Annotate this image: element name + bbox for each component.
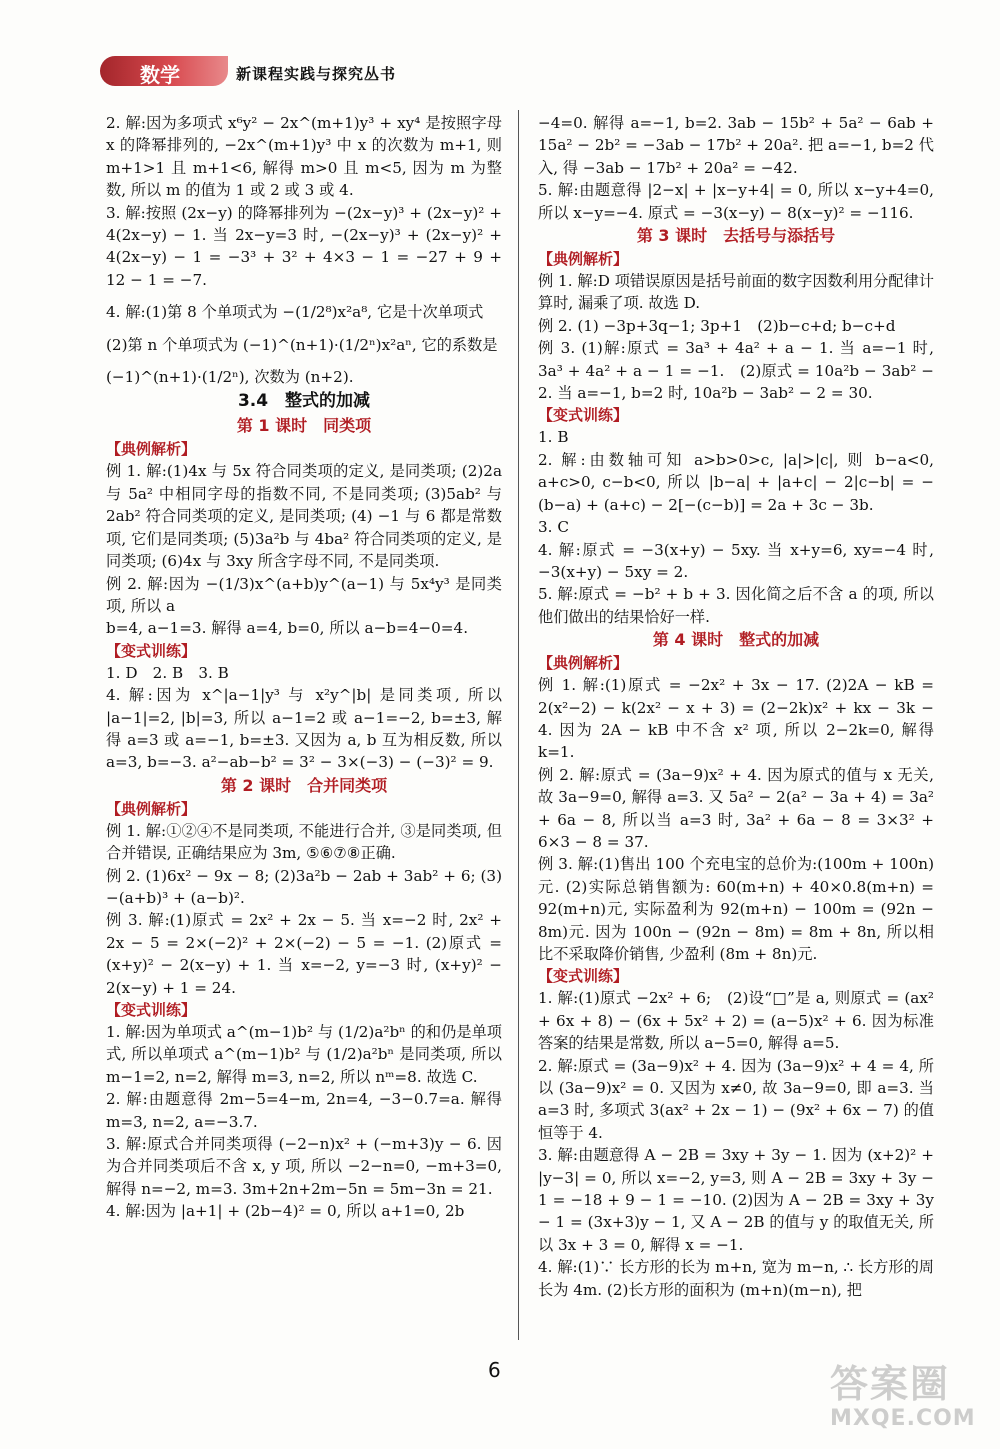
- lesson-title: 第 1 课时 同类项: [236, 416, 372, 436]
- lesson-title: 第 4 课时 整式的加减: [652, 630, 820, 650]
- answer-paragraph: −4=0. 解得 a=−1, b=2. 3ab − 15b² + 5a² − 6ab + 15a² − 2b² = −3ab − 17b² + 20a². 把 a=−1, b=2 代入, 得 −3ab − 17b² + 20a² = −42.: [538, 114, 934, 177]
- answer-paragraph: 例 1. 解:①②④不是同类项, 不能进行合并, ③是同类项, 但合并错误, 正确结果应为 3m, ⑤⑥⑦⑧正确.: [106, 821, 502, 863]
- answer-paragraph: 2. 解:原式 = (3a−9)x² + 4. 因为 (3a−9)x² + 4 = 4, 所以 (3a−9)x² = 0. 又因为 x≠0, 故 3a−9=0, 即 a=3. 当 a=3 时, 多项式 3(ax² + 2x − 1) − (9x² + 6x − 7) 的值恒等于 4.: [538, 1056, 934, 1142]
- column-divider: [518, 110, 519, 1340]
- answer-paragraph: 例 2. 解:原式 = (3a−9)x² + 4. 因为原式的值与 x 无关, 故 3a−9=0, 解得 a=3. 又 5a² − 2(a² − 3a + 4) = 3a² + 6a − 8, 所以当 a=3 时, 3a² + 6a − 8 = 3×3² + 6×3 − 8 = 37.: [538, 765, 934, 851]
- answer-paragraph: 4. 解:(1)第 8 个单项式为 −(1/2⁸)x²a⁸, 它是十次单项式: [106, 303, 484, 322]
- answer-paragraph: 1. D 2. B 3. B: [106, 663, 229, 682]
- answer-paragraph: 3. C: [538, 518, 569, 537]
- answer-paragraph: 5. 解:由题意得 |2−x| + |x−y+4| = 0, 所以 x−y+4=0, 所以 x−y=−4. 原式 = −3(x−y) − 8(x−y)² = −116.: [538, 181, 934, 222]
- answer-paragraph: 2. 解:因为多项式 x⁶y² − 2x^(m+1)y³ + xy⁴ 是按照字母 x 的降幂排列的, −2x^(m+1)y³ 中 x 的次数为 m+1, 则 m+1>1 且 m+1<6, 解得 m>0 且 m<5, 因为 m 为整数, 所以 m 的值为 1 或 2 或 3 或 4.: [106, 114, 502, 200]
- practice-tag: 【变式训练】: [106, 1001, 197, 1019]
- subject-label: 数学: [140, 63, 180, 87]
- answer-paragraph: (−1)^(n+1)·(1/2ⁿ), 次数为 (n+2).: [106, 368, 354, 387]
- answer-paragraph: 例 1. 解:(1)4x 与 5x 符合同类项的定义, 是同类项; (2)2a 与 5a² 中相同字母的指数不同, 不是同类项; (3)5ab² 与 2ab² 符合同类项的定义, 是同类项; (4) −1 与 6 都是常数项, 它们是同类项; (5)3a²b 与 4ba² 符合同类项的定义, 是同类项; (6)4x 与 3xy 所含字母不同, 不是同类项.: [106, 462, 502, 571]
- answer-paragraph: 4. 解:(1)∵ 长方形的长为 m+n, 宽为 m−n, ∴ 长方形的周长为 4m. (2)长方形的面积为 (m+n)(m−n), 把: [538, 1258, 934, 1299]
- answer-paragraph: 3. 解:按照 (2x−y) 的降幂排列为 −(2x−y)³ + (2x−y)² + 4(2x−y) − 1. 当 2x−y=3 时, −(2x−y)³ + (2x−y)² + 4(2x−y) − 1 = −3³ + 3² + 4×3 − 1 = −27 + 9 + 12 − 1 = −7.: [106, 203, 502, 289]
- section-title: 3.4 整式的加减: [237, 391, 371, 412]
- answer-paragraph: 2. 解:由题意得 2m−5=4−m, 2n=4, −3−0.7=a. 解得 m=3, n=2, a=−3.7.: [106, 1090, 502, 1131]
- example-tag: 【典例解析】: [106, 440, 197, 459]
- answer-paragraph: 1. 解:因为单项式 a^(m−1)b² 与 (1/2)a²bⁿ 的和仍是单项式, 所以单项式 a^(m−1)b² 与 (1/2)a²bⁿ 是同类项, 所以 m−1=2, n=2, 解得 m=3, n=2, 所以 nᵐ=8. 故选 C.: [106, 1023, 502, 1086]
- answer-paragraph: 例 3. 解:(1)原式 = 2x² + 2x − 5. 当 x=−2 时, 2x² + 2x − 5 = 2×(−2)² + 2×(−2) − 5 = −1. (2)原式 = (x+y)² − 2(x−y) + 1. 当 x=−2, y=−3 时, (x+y)² − 2(x−y) + 1 = 24.: [106, 911, 502, 997]
- lesson-title: 第 2 课时 合并同类项: [220, 775, 388, 795]
- answer-paragraph: 例 2. (1)6x² − 9x − 8; (2)3a²b − 2ab + 3ab² + 6; (3) −(a+b)³ + (a−b)².: [106, 866, 502, 907]
- answer-paragraph: 例 3. 解:(1)售出 100 个充电宝的总价为:(100m + 100n)元. (2)实际总销售额为: 60(m+n) + 40×0.8(m+n) = 92(m+n)元, 实际盈利为 92(m+n) − 100m = (92n − 8m)元. 因为 100n − (92n − 8m) = 8m + 8n, 所以相比不采取降价销售, 少盈利 (8m + 8n)元.: [538, 855, 934, 963]
- example-tag: 【典例解析】: [106, 799, 197, 818]
- answer-paragraph: 3. 解:原式合并同类项得 (−2−n)x² + (−m+3)y − 6. 因为合并同类项后不含 x, y 项, 所以 −2−n=0, −m+3=0, 解得 n=−2, m=3. 3m+2n+2m−5n = 5m−3n = 21.: [106, 1135, 502, 1198]
- practice-tag: 【变式训练】: [106, 641, 197, 660]
- answer-paragraph: 例 1. 解:D 项错误原因是括号前面的数字因数利用分配律计算时, 漏乘了项. 故选 D.: [538, 272, 934, 313]
- answer-paragraph: 例 2. (1) −3p+3q−1; 3p+1 (2)b−c+d; b−c+d: [538, 316, 896, 335]
- answer-paragraph: 1. B: [538, 428, 569, 447]
- answer-paragraph: 例 2. 解:因为 −(1/3)x^(a+b)y^(a−1) 与 5x⁴y³ 是同类项, 所以 a: [106, 574, 502, 615]
- answer-paragraph: 2. 解:由数轴可知 a>b>0>c, |a|>|c|, 则 b−a<0, a+c>0, c−b<0, 所以 |b−a| + |a+c| − 2|c−b| = −(b−a) + (a+c) − 2[−(c−b)] = 2a + 3c − 3b.: [538, 450, 934, 514]
- answer-paragraph: b=4, a−1=3. 解得 a=4, b=0, 所以 a−b=4−0=4.: [106, 619, 469, 638]
- watermark-url: MXQE.COM: [830, 1406, 976, 1431]
- answer-paragraph: 3. 解:由题意得 A − 2B = 3xy + 3y − 1. 因为 (x+2)² + |y−3| = 0, 所以 x=−2, y=3, 则 A − 2B = 3xy + 3y − 1 = −18 + 9 − 1 = −10. (2)因为 A − 2B = 3xy + 3y − 1 = (3x+3)y − 1, 又 A − 2B 的值与 y 的取值无关, 所以 3x + 3 = 0, 解得 x = −1.: [538, 1146, 934, 1254]
- watermark-logo: [830, 1362, 990, 1442]
- lesson-title: 第 3 课时 去括号与添括号: [636, 226, 836, 246]
- answer-paragraph: 1. 解:(1)原式 −2x² + 6; (2)设“□”是 a, 则原式 = (ax² + 6x + 8) − (6x + 5x² + 2) = (a−5)x² + 6. 因为标准答案的结果是常数, 所以 a−5=0, 解得 a=5.: [538, 989, 934, 1053]
- watermark-text: 答案圈: [830, 1362, 951, 1406]
- answer-paragraph: 4. 解:因为 x^|a−1|y³ 与 x²y^|b| 是同类项, 所以 |a−1|=2, |b|=3, 所以 a−1=2 或 a−1=−2, b=±3, 解得 a=3 或 a=−1, b=±3. 又因为 a, b 互为相反数, 所以 a=3, b=−3. a²−ab−b² = 3² − 3×(−3) − (−3)² = 9.: [106, 686, 502, 772]
- page-number: 6: [488, 1358, 501, 1382]
- answer-paragraph: 例 1. 解:(1)原式 = −2x² + 3x − 17. (2)2A − kB = 2(x²−2) − k(2x² − x + 3) = (2−2k)x² + kx − 3k − 4. 因为 2A − kB 中不含 x² 项, 所以 2−2k=0, 解得 k=1.: [538, 676, 934, 762]
- example-tag: 【典例解析】: [538, 654, 629, 673]
- example-tag: 【典例解析】: [538, 250, 629, 269]
- subject-badge: [100, 56, 228, 86]
- practice-tag: 【变式训练】: [538, 406, 629, 425]
- answer-paragraph: 例 3. (1)解:原式 = 3a³ + 4a² + a − 1. 当 a=−1 时, 3a³ + 4a² + a − 1 = −1. (2)原式 = 10a²b − 3ab² − 2. 当 a=−1, b=2 时, 10a²b − 3ab² − 2 = 30.: [538, 339, 934, 403]
- page-header: [100, 52, 520, 92]
- right-column: [538, 112, 934, 1301]
- answer-paragraph: 4. 解:原式 = −3(x+y) − 5xy. 当 x+y=6, xy=−4 时, −3(x+y) − 5xy = 2.: [538, 540, 934, 581]
- answer-paragraph: 4. 解:因为 |a+1| + (2b−4)² = 0, 所以 a+1=0, 2b: [106, 1202, 465, 1221]
- series-title: 新课程实践与探究丛书: [236, 65, 397, 83]
- answer-paragraph: (2)第 n 个单项式为 (−1)^(n+1)·(1/2ⁿ)x²aⁿ, 它的系数是: [106, 335, 498, 354]
- answer-paragraph: 5. 解:原式 = −b² + b + 3. 因化简之后不含 a 的项, 所以他们做出的结果恰好一样.: [538, 585, 934, 626]
- left-column: [106, 112, 502, 1223]
- practice-tag: 【变式训练】: [538, 967, 629, 986]
